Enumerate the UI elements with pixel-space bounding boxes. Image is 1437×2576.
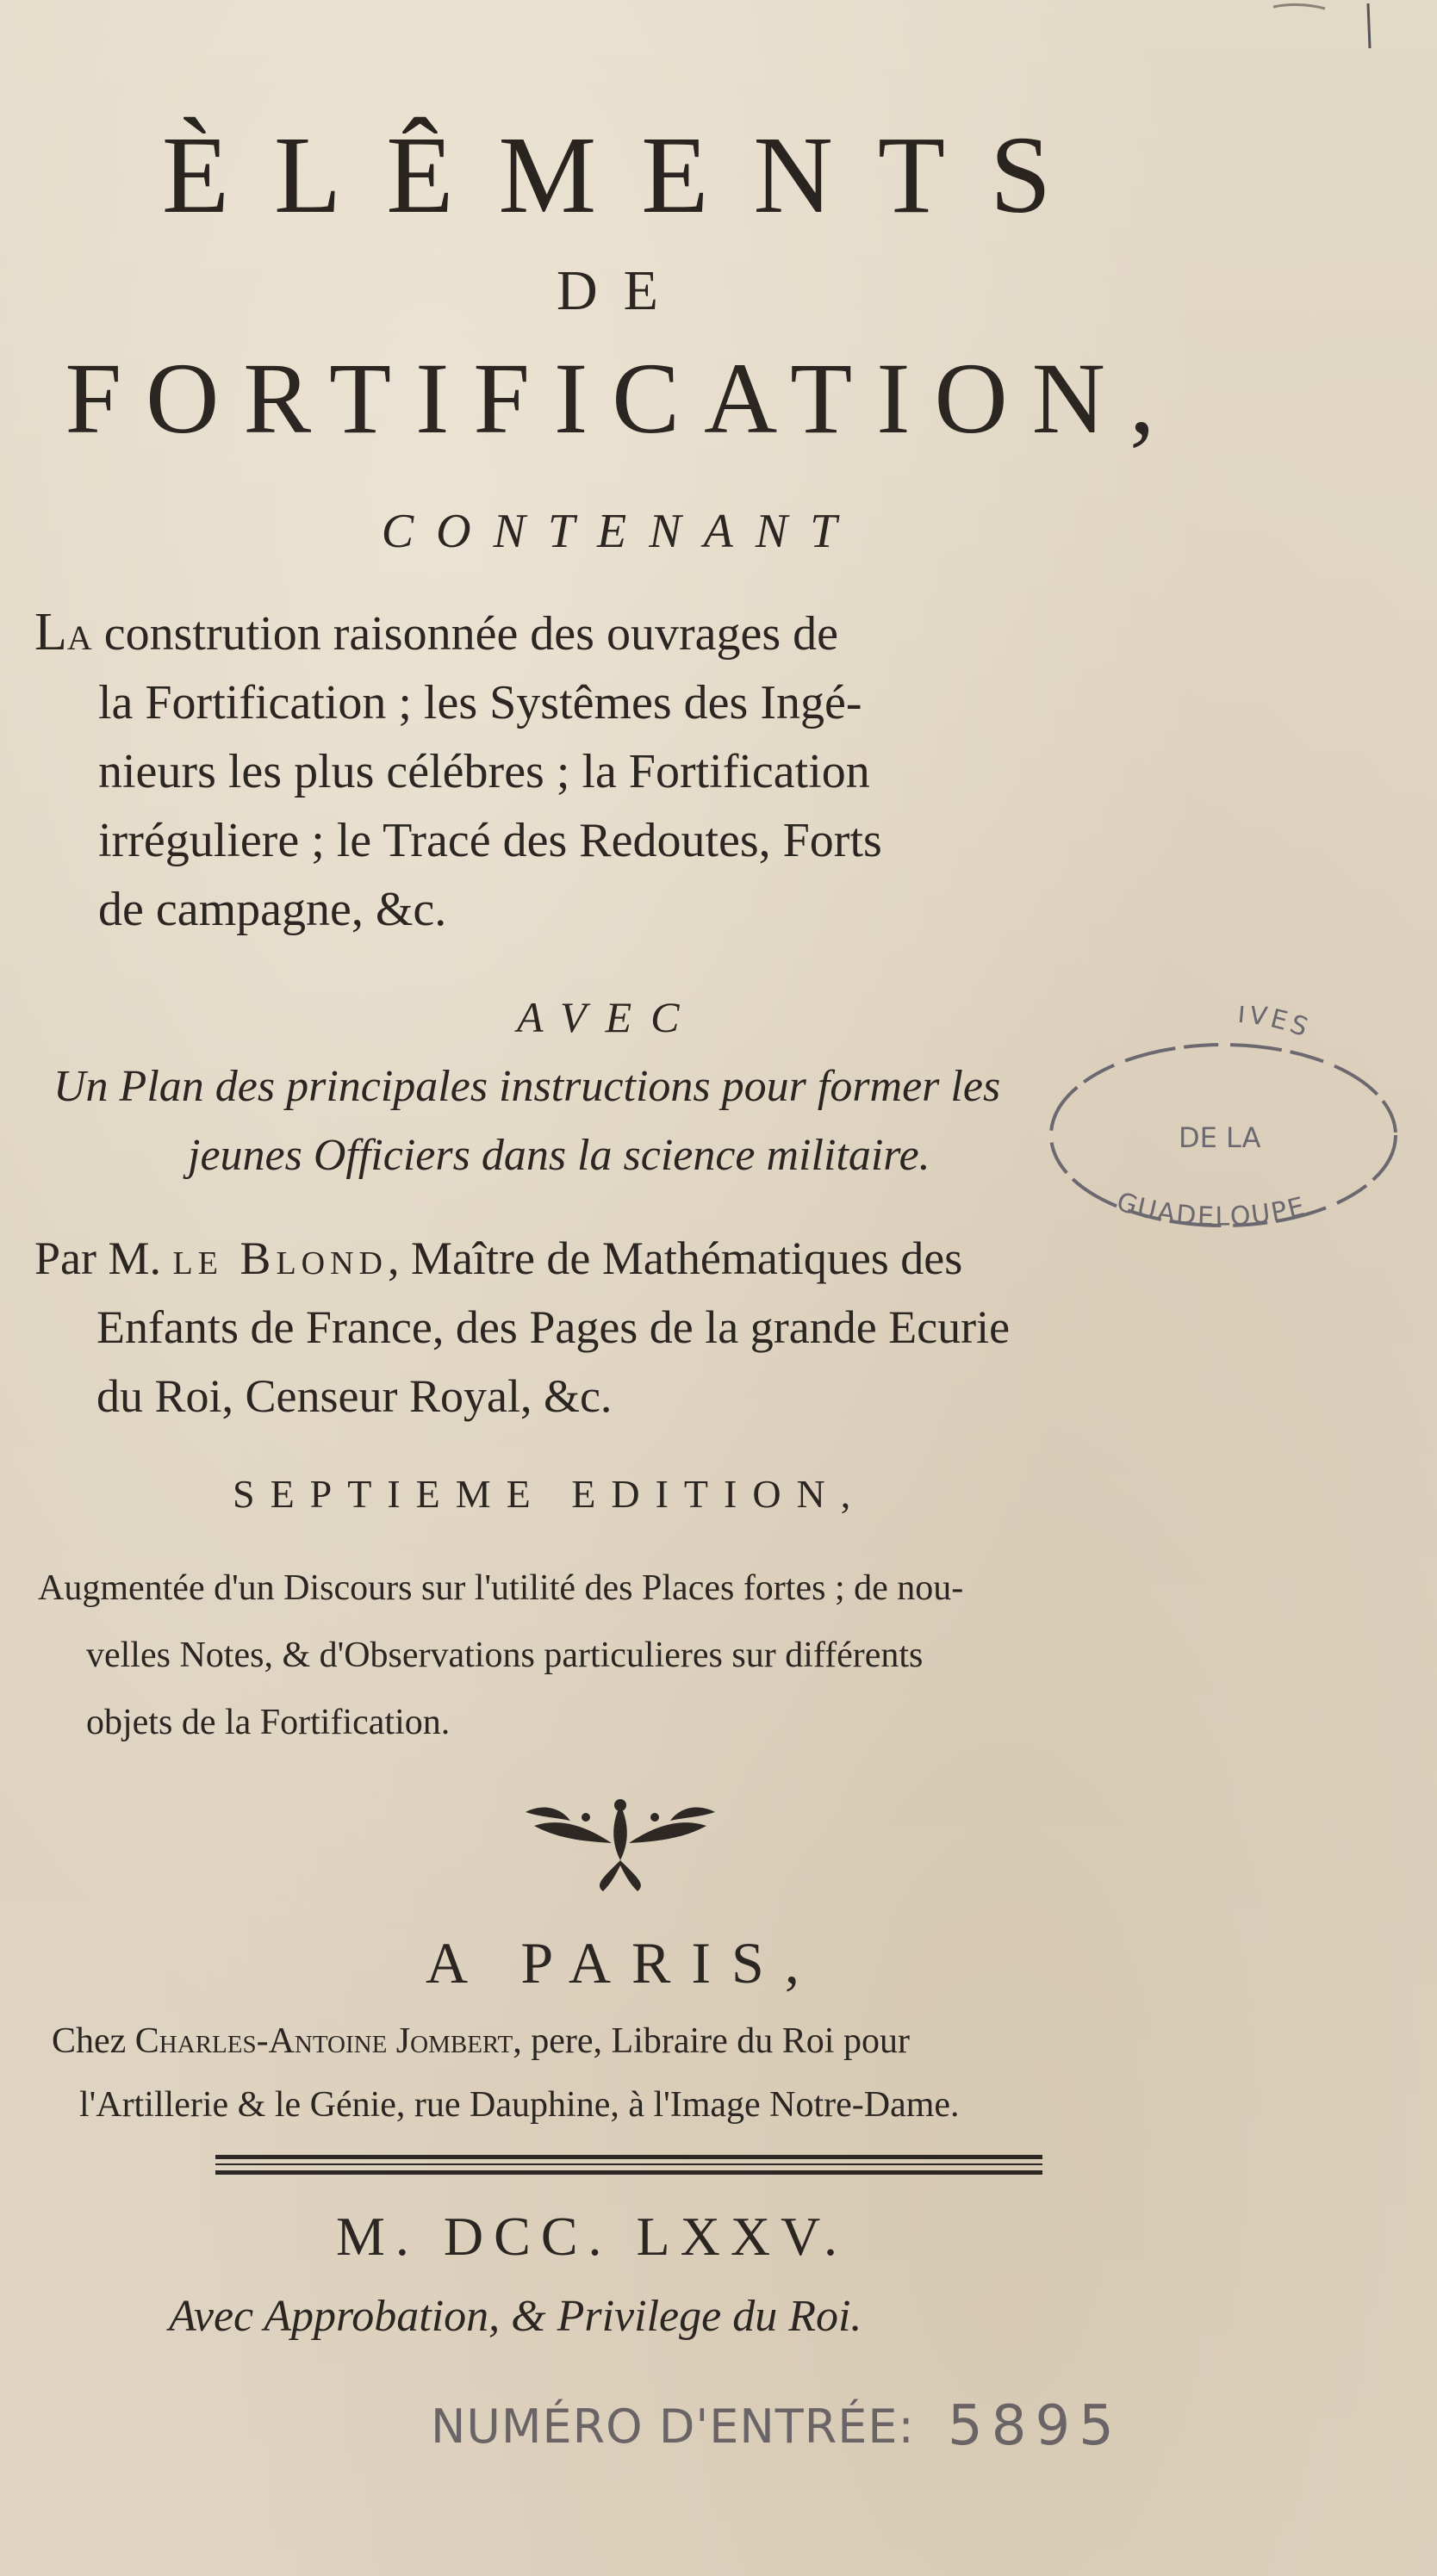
stamp-top-text: IVES (1236, 1006, 1316, 1045)
description-line-1 (34, 598, 838, 673)
description-line-4: irréguliere ; le Tracé des Redoutes, Forts (98, 814, 882, 867)
stamp-middle-text: DE LA (1179, 1121, 1261, 1154)
description-line-3: nieurs les plus célébres ; la Fortification (98, 745, 870, 798)
description-line-2: la Fortification ; les Systêmes des Ingé- (98, 676, 862, 729)
author-line-2: Enfants de France, des Pages de la grande Ecurie (96, 1301, 1011, 1353)
author-line-3: du Roi, Censeur Royal, &c. (96, 1370, 613, 1422)
augmentation-line-3: objets de la Fortification. (86, 1703, 451, 1742)
place-of-publication: A PARIS, (426, 1930, 820, 1996)
title-elements: ÈLÊMENTS (161, 114, 1097, 236)
author-prefix: Par M. (34, 1232, 173, 1284)
approbation-line: Avec Approbation, & Privilege du Roi. (169, 2292, 862, 2341)
publisher-prefix: Chez (52, 2021, 135, 2061)
corner-pencil-mark (1265, 0, 1385, 56)
augmentation-line-1: Augmentée d'un Discours sur l'utilité des Places fortes ; de nou- (38, 1568, 964, 1608)
plan-line-1: Un Plan des principales instructions pour former les (53, 1062, 1001, 1111)
author-name: le Blond (172, 1232, 388, 1284)
publisher-line-2: l'Artillerie & le Génie, rue Dauphine, à l'Image Notre-Dame. (79, 2085, 960, 2125)
double-rule-top (215, 2155, 1042, 2159)
author-line-1 (34, 1232, 962, 1285)
plan-line-2: jeunes Officiers dans la science militaire. (188, 1131, 930, 1180)
double-rule-bottom (215, 2170, 1042, 2175)
publisher-line-1-text: , pere, Libraire du Roi pour (513, 2021, 910, 2061)
drop-cap: L (34, 603, 67, 661)
title-de: DE (557, 259, 684, 322)
title-fortification: FORTIFICATION, (65, 342, 1179, 455)
svg-text:IVES (1236, 1006, 1315, 1045)
avec-heading: AVEC (517, 993, 699, 1041)
small-cap: A (66, 618, 92, 657)
library-stamp (1025, 1006, 1421, 1251)
publication-year: M. DCC. LXXV. (336, 2206, 848, 2267)
floral-ornament-icon (517, 1791, 724, 1899)
publisher-line-1 (52, 2020, 910, 2062)
publisher-name: Charles-Antoine Jombert (134, 2021, 513, 2061)
double-rule-middle (215, 2163, 1042, 2165)
description-line-1-text: constrution raisonnée des ouvrages de (91, 607, 838, 661)
entry-number-value: 5895 (948, 2394, 1123, 2458)
description-line-5: de campagne, &c. (98, 883, 447, 936)
author-line-1-text: , Maître de Mathématiques des (387, 1232, 963, 1284)
subtitle-contenant: CONTENANT (381, 505, 860, 558)
svg-text:GUADELOUPE (1113, 1187, 1309, 1232)
augmentation-line-2: velles Notes, & d'Observations particulieres sur différents (86, 1636, 924, 1675)
edition-heading: SEPTIEME EDITION, (233, 1472, 867, 1516)
entry-number-label: NUMÉRO D'ENTRÉE: (431, 2399, 915, 2454)
stamp-bottom-text: GUADELOUPE (1113, 1187, 1309, 1232)
